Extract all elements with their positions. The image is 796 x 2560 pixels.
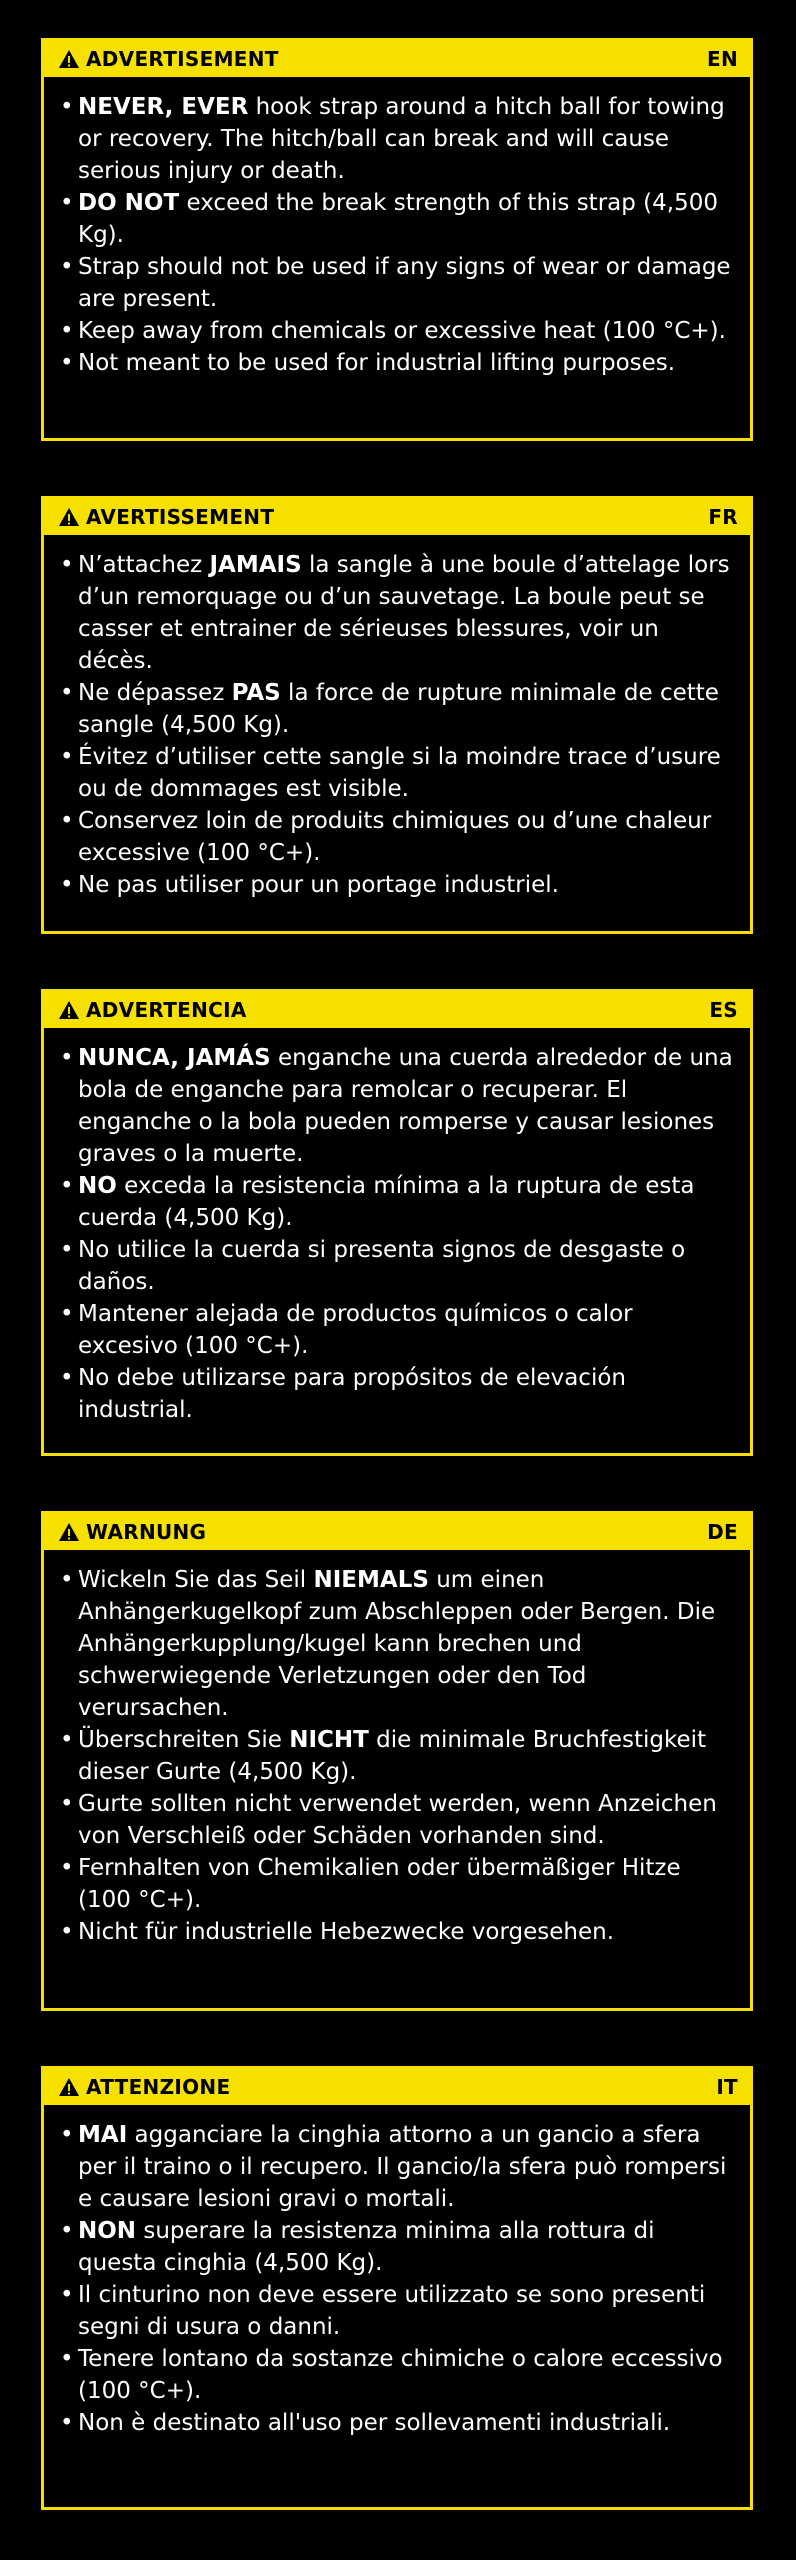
warning-triangle-icon xyxy=(58,1522,80,1542)
list-item: • Évitez d’utiliser cette sangle si la moindre trace d’usure ou de dommages est visible. xyxy=(58,741,734,805)
list-item: • Mantener alejada de productos químicos o calor excesivo (100 °C+). xyxy=(58,1298,734,1362)
list-item: • Wickeln Sie das Seil NIEMALS um einen Anhängerkugelkopf zum Abschleppen oder Bergen. Die Anhängerkupplung/kugel kann brechen und schwerwiegende Verletzungen oder den Tod verursachen. xyxy=(58,1564,734,1724)
panel-title: ADVERTENCIA xyxy=(86,998,247,1022)
panel-header xyxy=(44,1514,750,1550)
panel-header xyxy=(44,2069,750,2105)
panel-header xyxy=(44,992,750,1028)
list-item: • N’attachez JAMAIS la sangle à une boule d’attelage lors d’un remorquage ou d’un sauvetage. La boule peut se casser et entrainer de sérieuses blessures, voir un décès. xyxy=(58,549,734,677)
list-item: • Non è destinato all'uso per sollevamenti industriali. xyxy=(58,2407,734,2439)
warning-triangle-icon xyxy=(58,2077,80,2097)
list-item: • No utilice la cuerda si presenta signos de desgaste o daños. xyxy=(58,1234,734,1298)
warning-panel-de xyxy=(41,1511,753,2011)
panel-title: ADVERTISEMENT xyxy=(86,47,279,71)
list-item: • Ne pas utiliser pour un portage industriel. xyxy=(58,869,734,901)
list-item: • Ne dépassez PAS la force de rupture minimale de cette sangle (4,500 Kg). xyxy=(58,677,734,741)
list-item: • Nicht für industrielle Hebezwecke vorgesehen. xyxy=(58,1916,734,1948)
panel-title: WARNUNG xyxy=(86,1520,207,1544)
list-item: • Gurte sollten nicht verwendet werden, wenn Anzeichen von Verschleiß oder Schäden vorhanden sind. xyxy=(58,1788,734,1852)
list-item: • No debe utilizarse para propósitos de elevación industrial. xyxy=(58,1362,734,1426)
list-item: • NEVER, EVER hook strap around a hitch ball for towing or recovery. The hitch/ball can break and will cause serious injury or death. xyxy=(58,91,734,187)
language-code: DE xyxy=(707,1520,738,1544)
language-code: FR xyxy=(708,505,738,529)
warning-panel-es xyxy=(41,989,753,1456)
list-item: • Überschreiten Sie NICHT die minimale Bruchfestigkeit dieser Gurte (4,500 Kg). xyxy=(58,1724,734,1788)
list-item: • DO NOT exceed the break strength of this strap (4,500 Kg). xyxy=(58,187,734,251)
warning-triangle-icon xyxy=(58,49,80,69)
warning-panel-en xyxy=(41,38,753,441)
list-item: • Conservez loin de produits chimiques ou d’une chaleur excessive (100 °C+). xyxy=(58,805,734,869)
language-code: IT xyxy=(716,2075,738,2099)
list-item: • Strap should not be used if any signs of wear or damage are present. xyxy=(58,251,734,315)
list-item: • NUNCA, JAMÁS enganche una cuerda alrededor de una bola de enganche para remolcar o recuperar. El enganche o la bola pueden romperse y causar lesiones graves o la muerte. xyxy=(58,1042,734,1170)
list-item: • MAI agganciare la cinghia attorno a un gancio a sfera per il traino o il recupero. Il gancio/la sfera può rompersi e causare lesioni gravi o mortali. xyxy=(58,2119,734,2215)
language-code: EN xyxy=(706,47,738,71)
language-code: ES xyxy=(709,998,738,1022)
warning-panel-fr xyxy=(41,496,753,934)
panel-title: ATTENZIONE xyxy=(86,2075,231,2099)
list-item: • Tenere lontano da sostanze chimiche o calore eccessivo (100 °C+). xyxy=(58,2343,734,2407)
list-item: • Fernhalten von Chemikalien oder übermäßiger Hitze (100 °C+). xyxy=(58,1852,734,1916)
list-item: • NON superare la resistenza minima alla rottura di questa cinghia (4,500 Kg). xyxy=(58,2215,734,2279)
panel-title: AVERTISSEMENT xyxy=(86,505,275,529)
warning-triangle-icon xyxy=(58,507,80,527)
list-item: • NO exceda la resistencia mínima a la ruptura de esta cuerda (4,500 Kg). xyxy=(58,1170,734,1234)
list-item: • Not meant to be used for industrial lifting purposes. xyxy=(58,347,734,379)
warning-triangle-icon xyxy=(58,1000,80,1020)
panel-header xyxy=(44,41,750,77)
list-item: • Il cinturino non deve essere utilizzato se sono presenti segni di usura o danni. xyxy=(58,2279,734,2343)
warning-panel-it xyxy=(41,2066,753,2510)
list-item: • Keep away from chemicals or excessive heat (100 °C+). xyxy=(58,315,734,347)
panel-header xyxy=(44,499,750,535)
